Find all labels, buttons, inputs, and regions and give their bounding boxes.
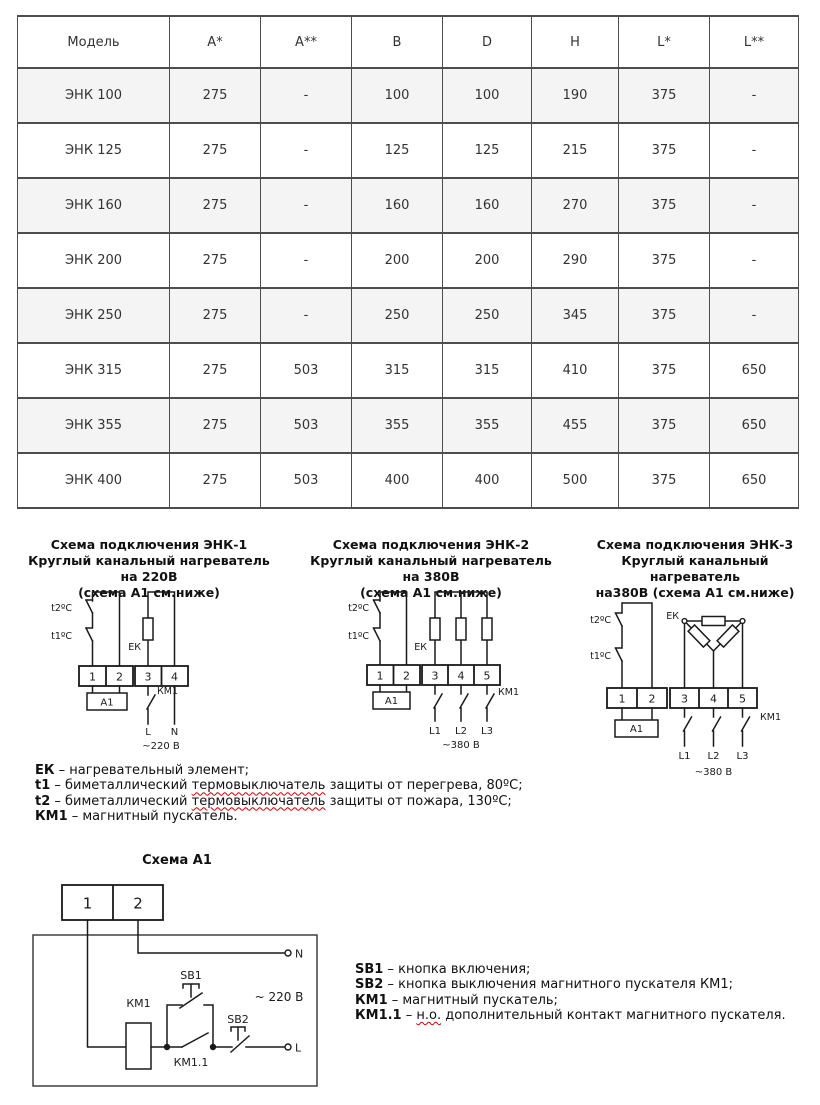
legend-key: SB1 — [355, 962, 384, 977]
dimension-cell: 375 — [619, 178, 710, 233]
km1-label: КМ1 — [126, 997, 151, 1010]
model-cell: ЭНК 125 — [18, 123, 170, 178]
table-row — [18, 233, 799, 288]
ek-label: ЕК — [128, 642, 141, 653]
voltage-label: ~380 В — [694, 767, 733, 778]
dimension-cell: 500 — [532, 453, 619, 508]
column-header: L* — [619, 16, 710, 68]
dimension-cell: 355 — [443, 398, 532, 453]
enk2-title-line1: Схема подключения ЭНК-2 — [332, 537, 530, 552]
terminal-5: 5 — [739, 692, 746, 706]
legend-line — [35, 763, 523, 778]
phase-l1-label: L1 — [429, 726, 441, 737]
legend-line — [355, 962, 786, 977]
dimension-cell: 190 — [532, 68, 619, 123]
dimension-cell: 100 — [443, 68, 532, 123]
t1-switch-icon — [374, 628, 381, 641]
legend-text-misspelled: термовыключатель — [191, 778, 326, 794]
model-cell: ЭНК 160 — [18, 178, 170, 233]
dimension-cell: 375 — [619, 233, 710, 288]
enk1-title-line1: Схема подключения ЭНК-1 — [50, 537, 248, 552]
heater-element-icon — [482, 618, 492, 640]
voltage-label: ~380 В — [442, 740, 480, 751]
dimension-cell: 275 — [170, 343, 261, 398]
terminal-1: 1 — [376, 669, 384, 683]
terminal-1: 1 — [618, 692, 626, 706]
model-cell: ЭНК 100 — [18, 68, 170, 123]
column-header: Модель — [18, 16, 170, 68]
model-cell: ЭНК 315 — [18, 343, 170, 398]
dimension-cell: 503 — [261, 343, 352, 398]
legend-key: SB2 — [355, 977, 384, 993]
heater-element-icon — [702, 617, 725, 626]
km1-label: КМ1 — [760, 712, 781, 723]
dimension-cell: 400 — [443, 453, 532, 508]
enk2-title-line2: Круглый канальный нагреватель на 380В — [310, 553, 552, 584]
legend-text: дополнительный контакт магнитного пускателя. — [441, 1007, 786, 1023]
legend-text: защиты от перегрева, 80ºС; — [325, 778, 523, 794]
legend-text: защиты от пожара, 130ºС; — [325, 793, 512, 809]
model-cell: ЭНК 250 — [18, 288, 170, 343]
t1-label: t1ºC — [348, 631, 369, 642]
legend-line — [35, 809, 523, 824]
dimension-cell: - — [261, 288, 352, 343]
sb1-button-icon — [183, 984, 199, 997]
terminal-4: 4 — [171, 670, 178, 684]
dimension-cell: 250 — [443, 288, 532, 343]
enk3-title-line1: Схема подключения ЭНК-3 — [596, 537, 794, 552]
dimension-cell: 375 — [619, 343, 710, 398]
legend-line — [35, 778, 523, 793]
dimension-cell: 455 — [532, 398, 619, 453]
t2-label: t2ºC — [348, 603, 369, 614]
t2-switch-icon — [86, 600, 93, 613]
km1-contact-icon — [147, 695, 155, 709]
dimension-cell: 160 — [443, 178, 532, 233]
legend-key: t2 — [35, 793, 51, 809]
legend-text: – биметаллический — [50, 793, 192, 809]
dimension-cell: - — [710, 233, 799, 288]
schema-a1-legend — [355, 962, 786, 1023]
column-header: L** — [710, 16, 799, 68]
terminal-3: 3 — [681, 692, 688, 706]
dimension-cell: - — [710, 178, 799, 233]
model-cell: ЭНК 355 — [18, 398, 170, 453]
phase-l3-label: L3 — [481, 726, 493, 737]
dimension-cell: 200 — [443, 233, 532, 288]
enk2-title-line3: (схема А1 см.ниже) — [360, 585, 502, 600]
dimension-cell: 275 — [170, 68, 261, 123]
legend-key: t1 — [35, 778, 51, 794]
km11-contact-icon — [182, 1033, 208, 1047]
dimension-cell: 375 — [619, 453, 710, 508]
dimension-cell: 275 — [170, 398, 261, 453]
dimension-cell: 503 — [261, 398, 352, 453]
t1-label: t1ºC — [590, 651, 611, 662]
t1-switch-icon — [86, 628, 93, 641]
legend-text: – кнопка выключения магнитного пускателя КМ1; — [383, 977, 734, 993]
terminal-2: 2 — [648, 692, 656, 706]
km1-label: КМ1 — [157, 686, 178, 697]
dimension-cell: 275 — [170, 233, 261, 288]
phase-l1-label: L1 — [678, 751, 691, 762]
legend-text: – магнитный пускатель. — [67, 808, 238, 824]
dimension-cell: 375 — [619, 398, 710, 453]
schema-a1-title: Схема А1 — [142, 853, 212, 868]
terminal-2: 2 — [403, 669, 410, 683]
dimension-cell: - — [710, 288, 799, 343]
dimension-cell: 315 — [352, 343, 443, 398]
enk1-title-line3: (схема А1 см.ниже) — [78, 585, 220, 600]
dimension-cell: 400 — [352, 453, 443, 508]
heater-element-icon — [456, 618, 466, 640]
phase-l3-label: L3 — [736, 751, 749, 762]
dimension-cell: 200 — [352, 233, 443, 288]
voltage-label: ~ 220 В — [254, 990, 304, 1004]
dimension-cell: 125 — [443, 123, 532, 178]
column-header: D — [443, 16, 532, 68]
table-header-row — [18, 16, 799, 68]
neutral-n-label: N — [170, 727, 179, 738]
column-header: B — [352, 16, 443, 68]
table-row — [18, 178, 799, 233]
terminal-1: 1 — [89, 670, 96, 684]
dimension-cell: 275 — [170, 288, 261, 343]
phase-l2-label: L2 — [707, 751, 720, 762]
terminal-4: 4 — [710, 692, 717, 706]
legend-line — [355, 993, 786, 1008]
legend-text-misspelled: термовыключатель — [191, 793, 326, 809]
dimension-cell: 275 — [170, 123, 261, 178]
enk3-wiring-diagram — [580, 588, 820, 793]
terminal-2: 2 — [133, 894, 143, 913]
dimension-cell: - — [261, 178, 352, 233]
terminal-5: 5 — [483, 669, 491, 683]
t2-label: t2ºC — [590, 615, 611, 626]
table-row — [18, 288, 799, 343]
dimension-cell: 375 — [619, 288, 710, 343]
sb1-label: SB1 — [180, 969, 202, 982]
model-cell: ЭНК 400 — [18, 453, 170, 508]
table-row — [18, 453, 799, 508]
dimension-cell: 410 — [532, 343, 619, 398]
enk1-wiring-diagram — [30, 588, 260, 758]
km11-label: КМ1.1 — [173, 1056, 209, 1069]
table-row — [18, 398, 799, 453]
legend-key: ЕК — [35, 763, 55, 778]
km1-coil — [126, 1023, 151, 1069]
a1-label: А1 — [629, 724, 644, 735]
schema-a1-diagram — [32, 880, 332, 1095]
legend-text: – — [401, 1007, 417, 1023]
legend-key: КМ1 — [355, 992, 388, 1008]
table-row — [18, 68, 799, 123]
column-header: A** — [261, 16, 352, 68]
legend-text: – нагревательный элемент; — [54, 763, 250, 778]
dimension-cell: 315 — [443, 343, 532, 398]
dimension-cell: 290 — [532, 233, 619, 288]
dimension-cell: - — [261, 233, 352, 288]
dimension-cell: 375 — [619, 68, 710, 123]
enk2-wiring-diagram — [330, 588, 555, 758]
legend-text: – кнопка включения; — [383, 962, 531, 977]
t2-switch-icon — [616, 613, 623, 626]
terminal-4: 4 — [457, 669, 465, 683]
legend-text: – биметаллический — [50, 778, 192, 794]
table-row — [18, 343, 799, 398]
dimension-cell: 215 — [532, 123, 619, 178]
enk3-title-line2: Круглый канальный нагреватель — [621, 553, 769, 584]
column-header: A* — [170, 16, 261, 68]
components-legend — [35, 763, 523, 824]
ek-label: ЕК — [666, 611, 679, 622]
a1-label: А1 — [100, 697, 114, 709]
dimension-cell: - — [261, 123, 352, 178]
neutral-n-label: N — [295, 947, 304, 961]
dimension-cell: 650 — [710, 453, 799, 508]
enk1-title-line2: Круглый канальный нагреватель на 220В — [28, 553, 270, 584]
dimension-cell: 100 — [352, 68, 443, 123]
legend-key: КМ1.1 — [355, 1007, 402, 1023]
sb2-button-icon — [231, 1027, 245, 1040]
legend-text-misspelled: н.о. — [416, 1007, 442, 1023]
phase-l-label: L — [145, 727, 151, 738]
dimension-cell: 345 — [532, 288, 619, 343]
sb2-label: SB2 — [227, 1013, 249, 1026]
legend-line — [355, 1008, 786, 1023]
legend-text: – магнитный пускатель; — [387, 992, 558, 1008]
dimension-cell: 375 — [619, 123, 710, 178]
dimension-cell: 650 — [710, 398, 799, 453]
terminal-1: 1 — [82, 894, 93, 913]
heater-element-icon — [688, 625, 710, 647]
dimension-cell: 650 — [710, 343, 799, 398]
enk3-title-line3: на380В (схема А1 см.ниже) — [595, 585, 795, 600]
dimension-cell: 503 — [261, 453, 352, 508]
dimension-cell: 275 — [170, 178, 261, 233]
ek-label: ЕК — [414, 642, 427, 653]
dimension-cell: 355 — [352, 398, 443, 453]
legend-line — [355, 977, 786, 992]
phase-l-label: L — [295, 1041, 302, 1055]
dimensions-table — [17, 15, 799, 509]
terminal-3: 3 — [431, 669, 439, 683]
dimension-cell: - — [710, 123, 799, 178]
t1-switch-icon — [616, 648, 623, 661]
t2-label: t2ºC — [51, 603, 72, 614]
table-row — [18, 123, 799, 178]
terminal-3: 3 — [144, 670, 152, 684]
model-cell: ЭНК 200 — [18, 233, 170, 288]
dimension-cell: 270 — [532, 178, 619, 233]
phase-l2-label: L2 — [455, 726, 467, 737]
heater-element-icon — [143, 618, 153, 640]
a1-label: А1 — [384, 696, 399, 707]
t1-label: t1ºC — [51, 631, 72, 642]
dimension-cell: 125 — [352, 123, 443, 178]
dimension-cell: 250 — [352, 288, 443, 343]
t2-switch-icon — [374, 600, 381, 613]
voltage-label: ~220 В — [142, 741, 180, 752]
dimension-cell: - — [261, 68, 352, 123]
heater-element-icon — [430, 618, 440, 640]
terminal-2: 2 — [116, 670, 123, 684]
legend-key: КМ1 — [35, 808, 68, 824]
dimension-cell: - — [710, 68, 799, 123]
heater-element-icon — [717, 625, 739, 647]
column-header: H — [532, 16, 619, 68]
sb2-contact-icon — [231, 1036, 249, 1052]
dimension-cell: 275 — [170, 453, 261, 508]
dimension-cell: 160 — [352, 178, 443, 233]
legend-line — [35, 794, 523, 809]
km1-label: КМ1 — [498, 687, 519, 698]
